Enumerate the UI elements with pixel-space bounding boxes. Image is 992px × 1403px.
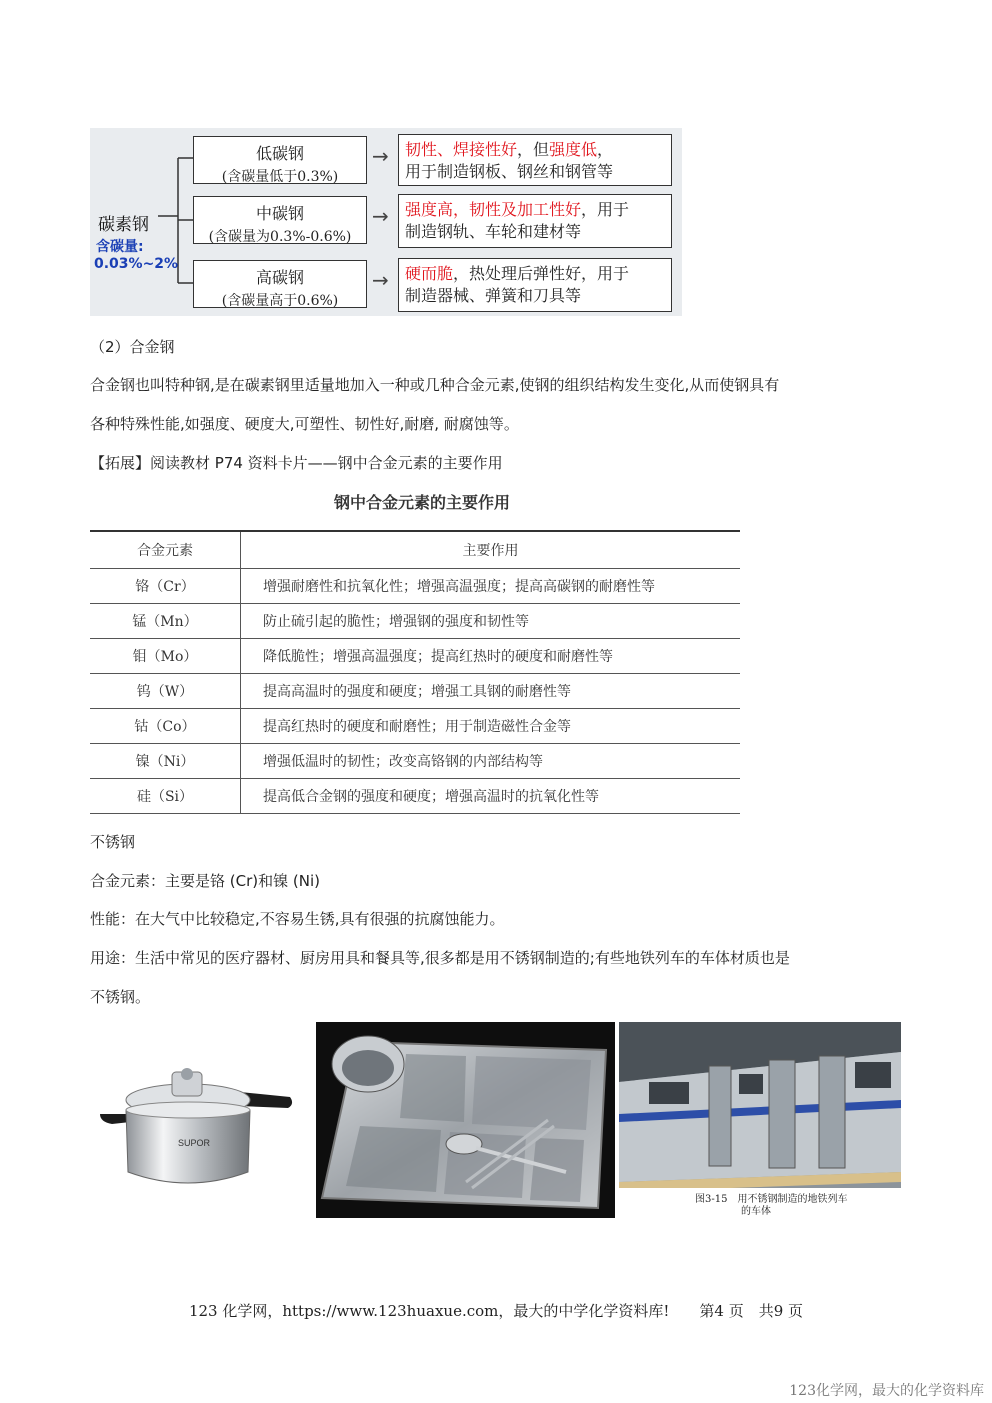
subway-train-illustration [619,1022,901,1218]
table-row [90,604,740,639]
alloy-paragraph-line1: 合金钢也叫特种钢,是在碳素钢里适量地加入一种或几种合金元素,使钢的组织结构发生变化,从而使钢具有 [90,376,780,394]
stainless-use-line1: 用途：生活中常见的医疗器材、厨房用具和餐具等,很多都是用不锈钢制造的;有些地铁列车的车体材质也是 [90,949,790,967]
medium-carbon-prop-mid: ，用于 [581,200,630,219]
low-carbon-name: 低碳钢 [255,144,304,163]
medium-carbon-content: (含碳量为0.3%-0.6%) [208,229,352,245]
alloy-heading: （2）合金钢 [90,338,175,356]
extension-note: 【拓展】阅读教材 P74 资料卡片——钢中合金元素的主要作用 [90,454,503,472]
train-caption-line2: 的车体 [741,1206,771,1217]
effect-cell: 提高高温时的强度和硬度；增强工具钢的耐磨性等 [241,674,741,709]
table-row [90,639,740,674]
table-title: 钢中合金元素的主要作用 [334,493,511,512]
cooker-brand: SUPOR [178,1138,211,1148]
element-cell: 钨（W） [90,674,241,709]
stainless-property: 性能：在大气中比较稳定,不容易生锈,具有很强的抗腐蚀能力。 [90,910,505,928]
table-row [90,744,740,779]
alloy-paragraph-line2: 各种特殊性能,如强度、硬度大,可塑性、韧性好,耐磨, 耐腐蚀等。 [90,415,519,433]
header-effect: 主要作用 [241,531,741,569]
arrow-right-icon: → [372,204,389,228]
medium-carbon-name: 中碳钢 [255,204,304,223]
carbon-steel-diagram [90,128,682,316]
arrow-right-icon: → [372,144,389,168]
train-caption-line1: 图3-15 用不锈钢制造的地铁列车 [695,1194,848,1205]
effect-cell: 防止硫引起的脆性；增强钢的强度和韧性等 [241,604,741,639]
subway-train-photo [619,1022,901,1218]
header-element: 合金元素 [90,531,241,569]
steel-tray-illustration [316,1022,615,1218]
element-cell: 钴（Co） [90,709,241,744]
medium-carbon-properties [398,194,672,248]
effect-cell: 提高低合金钢的强度和硬度；增强高温时的抗氧化性等 [241,779,741,814]
high-carbon-name: 高碳钢 [255,268,304,287]
alloy-elements-table [90,530,740,814]
medium-carbon-prop-highlight: 强度高，韧性及加工性好 [405,200,582,219]
element-cell: 铬（Cr） [90,569,241,604]
medium-carbon-prop-line2: 制造钢轨、车轮和建材等 [405,222,582,241]
high-carbon-prop-highlight: 硬而脆 [405,264,454,283]
stainless-heading: 不锈钢 [90,833,136,851]
low-carbon-prop-line2: 用于制造钢板、钢丝和钢管等 [405,162,614,181]
low-carbon-prop-highlight-2: 强度低 [549,140,598,159]
effect-cell: 提高红热时的硬度和耐磨性；用于制造磁性合金等 [241,709,741,744]
high-carbon-properties [398,258,672,312]
effect-cell: 增强耐磨性和抗氧化性；增强高温强度；提高高碳钢的耐磨性等 [241,569,741,604]
arrow-right-icon: → [372,268,389,292]
stainless-elements: 合金元素：主要是铬 (Cr)和镍 (Ni) [90,872,320,890]
medium-carbon-box [193,196,367,244]
site-watermark: 123化学网，最大的化学资料库 [789,1383,984,1399]
high-carbon-prop-line2: 制造器械、弹簧和刀具等 [405,286,582,305]
low-carbon-prop-mid: ，但 [517,140,550,159]
high-carbon-box [193,260,367,308]
carbon-content-value: 0.03%~2% [94,256,179,272]
table-header-row [90,531,740,569]
pressure-cooker-illustration [90,1022,312,1218]
page-footer: 123 化学网，https://www.123huaxue.com，最大的中学化学资料库! 第4 页 共9 页 [188,1302,804,1320]
table-row [90,709,740,744]
low-carbon-box [193,136,367,184]
low-carbon-prop-highlight: 韧性、焊接性好 [405,140,518,159]
table-row [90,569,740,604]
low-carbon-properties [398,134,672,186]
pressure-cooker-photo [90,1022,312,1218]
low-carbon-prop-end: ， [597,140,614,159]
high-carbon-prop-mid: ，热处理后弹性好，用于 [453,264,630,283]
effect-cell: 增强低温时的韧性；改变高铬钢的内部结构等 [241,744,741,779]
effect-cell: 降低脆性；增强高温强度；提高红热时的硬度和耐磨性等 [241,639,741,674]
element-cell: 钼（Mo） [90,639,241,674]
element-cell: 锰（Mn） [90,604,241,639]
carbon-steel-root: 碳素钢 [98,215,149,235]
carbon-content-label: 含碳量: [96,239,144,255]
low-carbon-content: (含碳量低于0.3%) [221,169,339,185]
element-cell: 硅（Si） [90,779,241,814]
high-carbon-content: (含碳量高于0.6%) [221,293,339,309]
stainless-use-line2: 不锈钢。 [90,988,151,1006]
table-row [90,779,740,814]
element-cell: 镍（Ni） [90,744,241,779]
steel-tray-photo [316,1022,615,1218]
table-row [90,674,740,709]
